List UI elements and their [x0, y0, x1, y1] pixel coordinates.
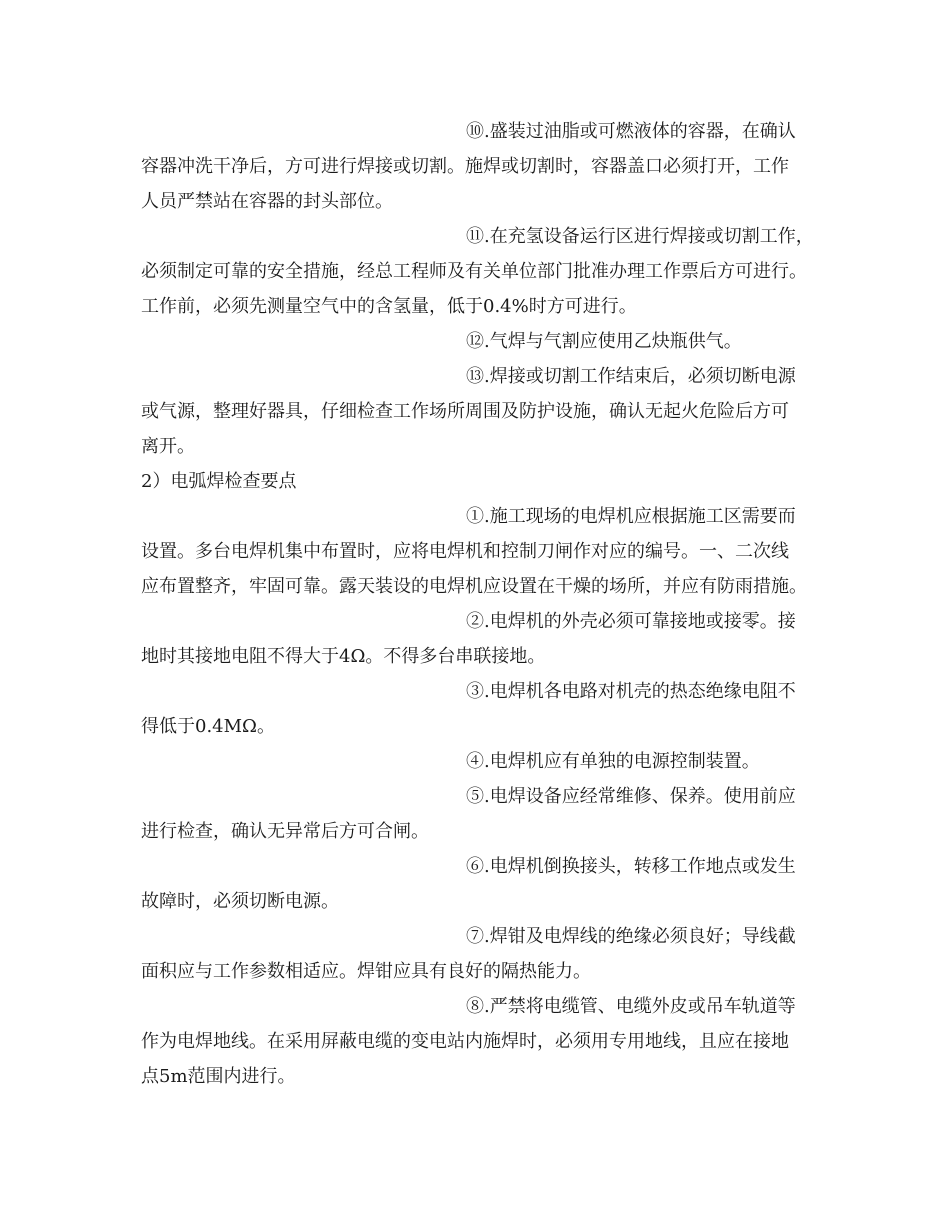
text-line: 应布置整齐，牢固可靠。露天装设的电焊机应设置在干燥的场所，并应有防雨措施。 [141, 576, 807, 597]
text-line: ⑪.在充氢设备运行区进行焊接或切割工作， [466, 226, 814, 247]
text-line: 设置。多台电焊机集中布置时，应将电焊机和控制刀闸作对应的编号。一、二次线 [141, 541, 789, 562]
text-line: 点5m范围内进行。 [141, 1066, 296, 1087]
text-line: ⑤.电焊设备应经常维修、保养。使用前应 [466, 786, 796, 807]
text-line: ⑩.盛装过油脂或可燃液体的容器，在确认 [466, 121, 796, 142]
text-line: ⑧.严禁将电缆管、电缆外皮或吊车轨道等 [466, 996, 796, 1017]
text-line: 离开。 [141, 436, 195, 457]
text-line: 工作前，必须先测量空气中的含氢量，低于0.4%时方可进行。 [141, 296, 637, 317]
text-line: 或气源，整理好器具，仔细检查工作场所周围及防护设施，确认无起火危险后方可 [141, 401, 789, 422]
text-line: 必须制定可靠的安全措施，经总工程师及有关单位部门批准办理工作票后方可进行。 [141, 261, 807, 282]
text-line: ⑬.焊接或切割工作结束后，必须切断电源 [466, 366, 796, 387]
text-line: 面积应与工作参数相适应。焊钳应具有良好的隔热能力。 [141, 961, 591, 982]
text-line: 人员严禁站在容器的封头部位。 [141, 191, 393, 212]
text-line: ⑫.气焊与气割应使用乙炔瓶供气。 [466, 331, 742, 352]
text-line: ②.电焊机的外壳必须可靠接地或接零。接 [466, 611, 796, 632]
text-line: 容器冲洗干净后，方可进行焊接或切割。施焊或切割时，容器盖口必须打开，工作 [141, 156, 789, 177]
text-line: 作为电焊地线。在采用屏蔽电缆的变电站内施焊时，必须用专用地线，且应在接地 [141, 1031, 789, 1052]
text-line: ④.电焊机应有单独的电源控制装置。 [466, 751, 760, 772]
text-line: 故障时，必须切断电源。 [141, 891, 339, 912]
text-line: ⑥.电焊机倒换接头，转移工作地点或发生 [466, 856, 796, 877]
text-line: 得低于0.4MΩ。 [141, 716, 275, 737]
text-line: ③.电焊机各电路对机壳的热态绝缘电阻不 [466, 681, 796, 702]
section-heading: 2）电弧焊检查要点 [141, 471, 297, 492]
text-line: 进行检查，确认无异常后方可合闸。 [141, 821, 429, 842]
document-body [141, 114, 814, 1094]
text-line: 地时其接地电阻不得大于4Ω。不得多台串联接地。 [141, 646, 546, 667]
text-line: ⑦.焊钳及电焊线的绝缘必须良好；导线截 [466, 926, 796, 947]
text-line: ①.施工现场的电焊机应根据施工区需要而 [466, 506, 796, 527]
